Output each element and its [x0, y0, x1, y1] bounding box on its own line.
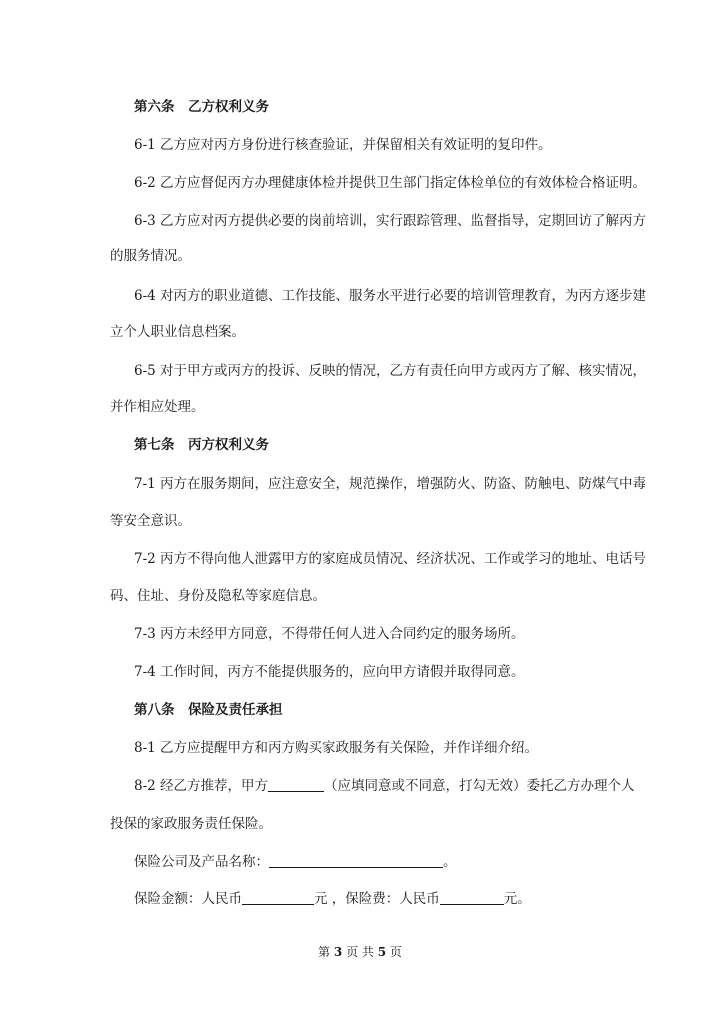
article8-paragraph-2-text-a: 8-2 经乙方推荐，甲方: [134, 778, 269, 794]
footer-prefix: 第: [318, 945, 331, 959]
article7-paragraph-4: 7-4 工作时间，丙方不能提供服务的，应向甲方请假并取得同意。: [134, 664, 525, 680]
premium-unit: 元。: [503, 891, 531, 907]
insurer-label: 保险公司及产品名称：: [134, 854, 269, 870]
article7-paragraph-3: 7-3 丙方未经甲方同意，不得带任何人进入合同约定的服务场所。: [134, 626, 525, 642]
article7-paragraph-1-line-1: 7-1 丙方在服务期间，应注意安全，规范操作，增强防火、防盗、防触电、防煤气中毒: [134, 476, 647, 492]
article6-paragraph-5-line-2: 并作相应处理。: [110, 399, 205, 415]
article6-paragraph-3-line-1: 6-3 乙方应对丙方提供必要的岗前培训，实行跟踪管理、监督指导，定期回访了解丙方: [134, 213, 647, 229]
article6-paragraph-3-line-2: 的服务情况。: [110, 248, 191, 264]
article6-heading: 第六条 乙方权利义务: [134, 99, 269, 115]
article6-paragraph-5-line-1: 6-5 对于甲方或丙方的投诉、反映的情况，乙方有责任向甲方或丙方了解、核实情况，: [134, 363, 647, 379]
article6-paragraph-1: 6-1 乙方应对丙方身份进行核查验证，并保留相关有效证明的复印件。: [134, 137, 552, 153]
page-number-footer: [0, 944, 720, 960]
premium-blank-field[interactable]: [440, 890, 504, 905]
amount-label: 保险金额：人民币: [134, 891, 242, 907]
article8-paragraph-1: 8-1 乙方应提醒甲方和丙方购买家政服务有关保险，并作详细介绍。: [134, 740, 539, 756]
article7-paragraph-1-line-2: 等安全意识。: [110, 513, 191, 529]
insured-amount-blank-field[interactable]: [242, 890, 314, 905]
amount-unit: 元 ，: [314, 891, 346, 907]
article8-paragraph-2-text-b: （应填同意或不同意，打勾无效）委托乙方办理个人: [324, 778, 635, 794]
article6-paragraph-4-line-1: 6-4 对丙方的职业道德、工作技能、服务水平进行必要的培训管理教育，为丙方逐步建: [134, 288, 647, 304]
article8-heading: 第八条 保险及责任承担: [134, 702, 283, 718]
article8-paragraph-2-line-1: [134, 776, 635, 796]
premium-label: 保险费：人民币: [345, 891, 440, 907]
article6-paragraph-2: 6-2 乙方应督促丙方办理健康体检并提供卫生部门指定体检单位的有效体检合格证明。: [134, 175, 647, 191]
article7-paragraph-2-line-2: 码、住址、身份及隐私等家庭信息。: [110, 588, 326, 604]
footer-middle: 页 共: [346, 945, 374, 959]
article7-heading: 第七条 丙方权利义务: [134, 437, 269, 453]
footer-current-page: 3: [333, 945, 343, 959]
article8-paragraph-2-line-2: 投保的家政服务责任保险。: [110, 816, 272, 832]
insurer-line-end: 。: [443, 854, 457, 870]
insurer-line: [134, 852, 610, 872]
article6-paragraph-4-line-2: 立个人职业信息档案。: [110, 324, 245, 340]
consent-blank-field[interactable]: [268, 777, 324, 792]
footer-total-pages: 5: [377, 945, 387, 959]
insurer-name-blank-field[interactable]: [269, 853, 443, 868]
amount-line: [134, 889, 610, 909]
article7-paragraph-2-line-1: 7-2 丙方不得向他人泄露甲方的家庭成员情况、经济状况、工作或学习的地址、电话号: [134, 551, 647, 567]
footer-suffix: 页: [389, 945, 402, 959]
